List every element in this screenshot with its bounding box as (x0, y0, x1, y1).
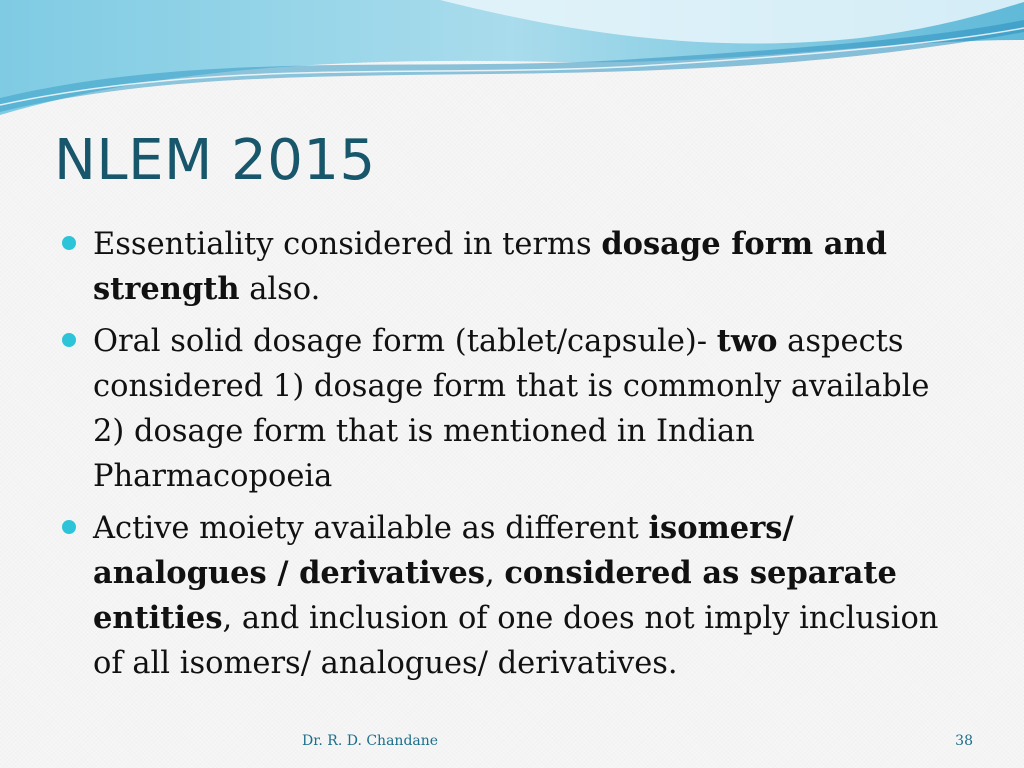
bullet-dot-icon (62, 520, 76, 534)
bullet-dot-icon (62, 333, 76, 347)
text-segment: Essentiality considered in terms (93, 227, 602, 262)
slide-title: NLEM 2015 (54, 128, 376, 193)
footer-author: Dr. R. D. Chandane (302, 733, 439, 749)
bullet-text (93, 511, 938, 681)
header-wave-decoration (0, 0, 1024, 130)
text-segment: Oral solid dosage form (tablet/capsule)- (93, 324, 717, 359)
text-segment: Active moiety available as different (93, 511, 649, 546)
bullet-item (62, 319, 942, 499)
bullet-text (93, 227, 887, 307)
bold-segment: two (716, 323, 778, 359)
text-segment: , and inclusion of one does not imply inclusion of all isomers/ analogues/ derivatives. (93, 601, 939, 681)
bullet-item (62, 506, 942, 686)
text-segment: , (484, 556, 505, 591)
bold-segment: dosage form and strength (93, 226, 887, 307)
text-segment: aspects considered 1) dosage form that is commonly available 2) dosage form that is mentioned in Indian Pharmacopoeia (93, 324, 930, 494)
bullet-text (93, 324, 930, 494)
bullet-dot-icon (62, 236, 76, 250)
bold-segment: considered as separate entities (93, 555, 897, 636)
bullet-list (62, 222, 942, 693)
bold-segment: isomers/ analogues / derivatives (93, 510, 794, 591)
text-segment: also. (239, 272, 321, 307)
page-number: 38 (955, 733, 973, 749)
bullet-item (62, 222, 942, 312)
